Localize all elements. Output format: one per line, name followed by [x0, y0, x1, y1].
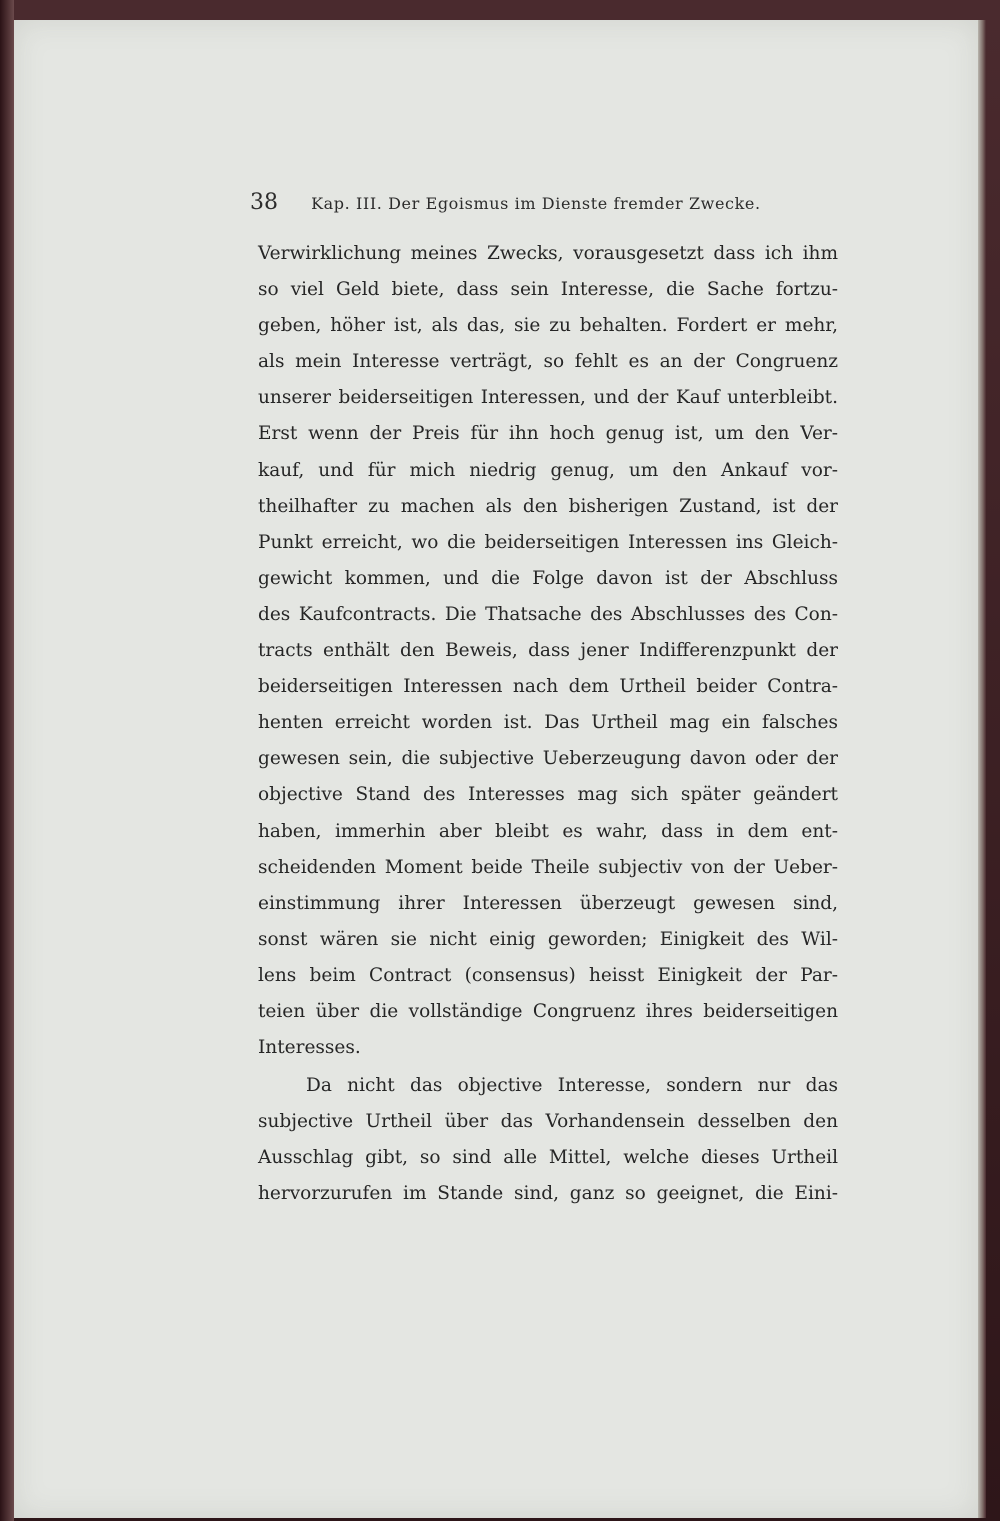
text-line: haben, immerhin aber bleibt es wahr, dass in dem ent- — [258, 820, 838, 842]
text-line: geben, höher ist, als das, sie zu behalten. Fordert er mehr, — [258, 315, 838, 337]
text-line: scheidenden Moment beide Theile subjectiv von der Ueber- — [258, 856, 838, 878]
text-line: kauf, und für mich niedrig genug, um den Ankauf vor- — [258, 459, 838, 481]
text-line: subjective Urtheil über das Vorhandensein desselben den — [258, 1111, 838, 1133]
text-line: Punkt erreicht, wo die beiderseitigen Interessen ins Gleich- — [258, 531, 838, 553]
page-number: 38 — [250, 190, 278, 215]
text-line: tracts enthält den Beweis, dass jener Indifferenzpunkt der — [258, 640, 838, 662]
paragraph-2 — [258, 1068, 838, 1212]
text-line: henten erreicht worden ist. Das Urtheil mag ein falsches — [258, 712, 838, 734]
body-text — [258, 236, 838, 1213]
text-line: theilhafter zu machen als den bisherigen Zustand, ist der — [258, 495, 838, 517]
book-spine-edge — [0, 0, 14, 1521]
text-line: Erst wenn der Preis für ihn hoch genug ist, um den Ver- — [258, 423, 838, 445]
text-line: lens beim Contract (consensus) heisst Einigkeit der Par- — [258, 964, 838, 986]
text-line: unserer beiderseitigen Interessen, und der Kauf unterbleibt. — [258, 387, 838, 409]
text-line: gewesen sein, die subjective Ueberzeugung davon oder der — [258, 748, 838, 770]
text-line: gewicht kommen, und die Folge davon ist der Abschluss — [258, 567, 838, 589]
text-line: sonst wären sie nicht einig geworden; Einigkeit des Wil- — [258, 928, 838, 950]
text-line: objective Stand des Interesses mag sich später geändert — [258, 784, 838, 806]
text-line: einstimmung ihrer Interessen überzeugt gewesen sind, — [258, 892, 838, 914]
text-line: Ausschlag gibt, so sind alle Mittel, welche dieses Urtheil — [258, 1147, 838, 1169]
text-line: teien über die vollständige Congruenz ihres beiderseitigen — [258, 1000, 838, 1022]
running-head: Kap. III. Der Egoismus im Dienste fremder Zwecke. — [311, 194, 761, 213]
paragraph-1 — [258, 236, 838, 1066]
text-line: beiderseitigen Interessen nach dem Urtheil beider Contra- — [258, 676, 838, 698]
text-line: Da nicht das objective Interesse, sondern nur das — [306, 1075, 838, 1097]
page-header — [250, 190, 850, 215]
text-line: als mein Interesse verträgt, so fehlt es an der Congruenz — [258, 351, 838, 373]
page-edge-shadow — [978, 20, 986, 1518]
text-line: so viel Geld biete, dass sein Interesse, die Sache fortzu- — [258, 279, 838, 301]
text-line: des Kaufcontracts. Die Thatsache des Abschlusses des Con- — [258, 603, 838, 625]
text-line: Verwirklichung meines Zwecks, vorausgesetzt dass ich ihm — [258, 243, 838, 264]
text-line: hervorzurufen im Stande sind, ganz so geeignet, die Eini- — [258, 1183, 838, 1205]
text-line: Interesses. — [258, 1037, 361, 1059]
